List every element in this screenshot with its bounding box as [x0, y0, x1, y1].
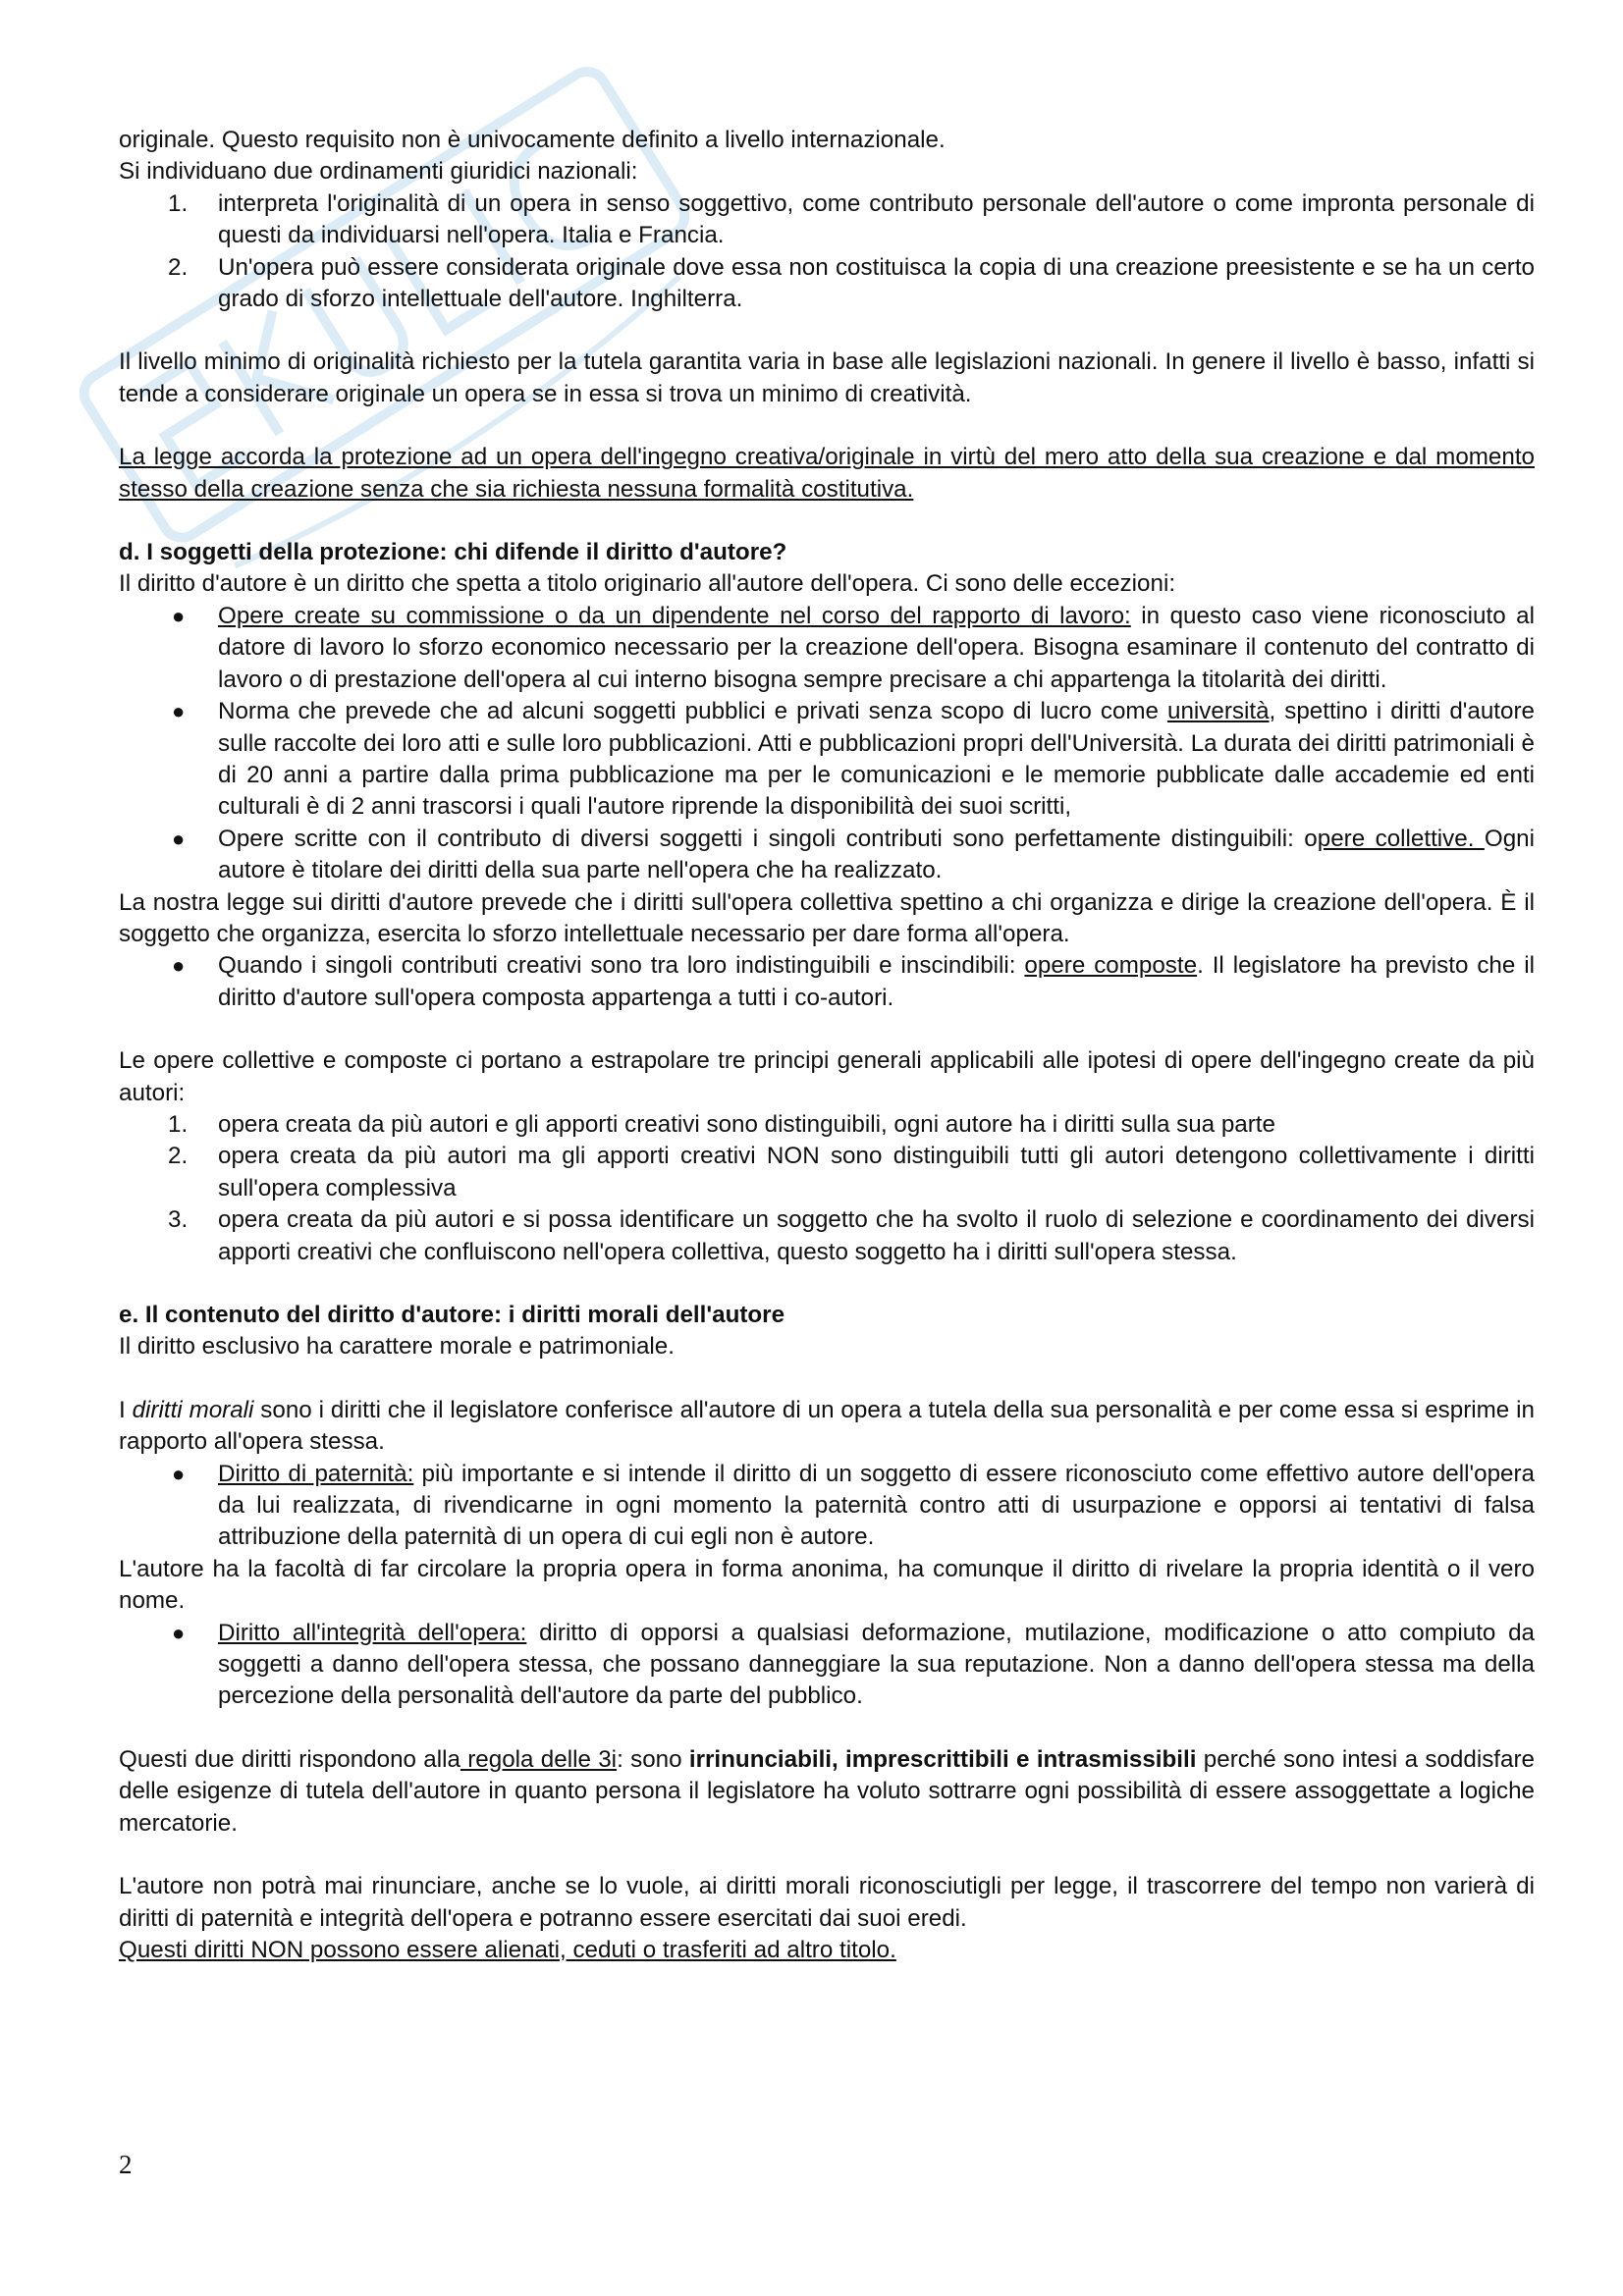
list-text: opera creata da più autori e gli apporti creativi sono distinguibili, ogni autore ha i diritti sulla sua parte — [218, 1110, 1275, 1138]
bullet-icon: ● — [172, 1620, 186, 1645]
list-number: 2. — [168, 253, 189, 281]
list-item — [119, 1204, 1535, 1268]
bullet-text: Quando i singoli contributi creativi sono tra loro indistinguibili e inscindibili: — [218, 952, 1025, 980]
bullet-underlined: opere composte — [1024, 952, 1198, 980]
document-body — [119, 125, 1535, 1966]
bullet-underlined: Diritto all'integrità dell'opera: — [218, 1619, 527, 1646]
paragraph-renounce: L'autore non potrà mai rinunciare, anche se lo vuole, ai diritti morali riconosciutigli per legge, il trascorrere del tempo non varierà di diritti di paternità e integrità dell'opera e potranno essere esercitati dai suoi eredi. — [119, 1873, 1535, 1932]
bullet-underlined: Opere create su commissione o da un dipendente nel corso del rapporto di lavoro: — [218, 602, 1131, 629]
bullet-text: Norma che prevede che ad alcuni soggetti pubblici e privati senza scopo di lucro come — [218, 698, 1167, 725]
bullet-underlined: Diritto di paternità: — [218, 1460, 414, 1487]
bullet-icon: ● — [172, 1461, 186, 1486]
list-item — [119, 188, 1535, 252]
paragraph-3i-rule: Questi due diritti rispondono alla regola delle 3i: sono irrinunciabili, imprescrittibili e intrasmissibili perché sono intesi a soddisfare delle esigenze di tutela dell'autore in quanto persona il legislatore ha voluto sottrarre ogni possibilità di essere assoggettate a logiche mercatorie. — [119, 1745, 1535, 1837]
bullet-icon: ● — [172, 699, 186, 724]
bold-term: irrinunciabili, imprescrittibili e intrasmissibili — [688, 1745, 1197, 1773]
italic-term: diritti morali — [132, 1396, 254, 1423]
list-number: 1. — [168, 1110, 189, 1138]
paragraph-anonymous: L'autore ha la facoltà di far circolare la propria opera in forma anonima, ha comunque il diritto di rivelare la propria identità o il vero nome. — [119, 1555, 1535, 1615]
page-number: 2 — [119, 2150, 133, 2179]
bullet-underlined: università — [1167, 698, 1270, 725]
bullet-item — [119, 824, 1535, 887]
bullet-text: in questo caso viene riconosciuto al datore di lavoro lo sforzo economico necessario per la creazione dell'opera. Bisogna esaminare il contenuto del contratto di lavoro o di prestazione dell'opera al cui interno bisogna sempre precisare a chi appartenga la titolarità dei diritti. — [218, 602, 1535, 693]
bullet-item — [119, 1459, 1535, 1554]
intro-line-1: originale. Questo requisito non è univocamente definito a livello internazionale. — [119, 127, 946, 153]
list-number: 3. — [168, 1206, 189, 1234]
section-e-heading: e. Il contenuto del diritto d'autore: i diritti morali dell'autore — [119, 1302, 785, 1328]
paragraph-alienation: Questi diritti NON possono essere alienati, ceduti o trasferiti ad altro titolo. — [119, 1936, 896, 1963]
section-d-heading: d. I soggetti della protezione: chi difende il diritto d'autore? — [119, 539, 787, 566]
intro-line-2: Si individuano due ordinamenti giuridici nazionali: — [119, 158, 638, 186]
list-item — [119, 252, 1535, 316]
list-text: interpreta l'originalità di un opera in senso soggettivo, come contributo personale dell'autore o come impronta personale di questi da individuarsi nell'opera. Italia e Francia. — [218, 189, 1535, 249]
paragraph-originality-level: Il livello minimo di originalità richiesto per la tutela garantita varia in base alle legislazioni nazionali. In genere il livello è basso, infatti si tende a considerare originale un opera se in essa si trova un minimo di creatività. — [119, 348, 1535, 407]
bullet-item — [119, 950, 1535, 1014]
paragraph-law-protection: La legge accorda la protezione ad un opera dell'ingegno creativa/originale in virtù del mero atto della sua creazione e dal momento stesso della creazione senza che sia richiesta nessuna formalità costitutiva. — [119, 444, 1535, 503]
list-number: 2. — [168, 1143, 189, 1170]
bullet-underlined: pere collettive. — [1317, 825, 1485, 852]
bullet-item — [119, 1618, 1535, 1713]
list-text: Un'opera può essere considerata originale dove essa non costituisca la copia di una creazione preesistente e se ha un certo grado di sforzo intellettuale dell'autore. Inghilterra. — [218, 253, 1535, 313]
bullet-text: Opere scritte con il contributo di diversi soggetti i singoli contributi sono perfettamente distinguibili: o — [218, 825, 1318, 852]
bullet-text: diritto di opporsi a qualsiasi deformazione, mutilazione, modificazione o atto compiuto da soggetti a danno dell'opera stessa, che possano danneggiare la sua reputazione. Non a danno dell'opera stessa ma della percezione della personalità dell'autore da parte del pubblico. — [218, 1619, 1535, 1710]
bullet-icon: ● — [172, 953, 186, 979]
paragraph-principles: Le opere collettive e composte ci portano a estrapolare tre principi generali applicabili alle ipotesi di opere dell'ingegno create da più autori: — [119, 1047, 1535, 1106]
bullet-icon: ● — [172, 826, 186, 851]
paragraph-collective-work: La nostra legge sui diritti d'autore prevede che i diritti sull'opera collettiva spettino a chi organizza e dirige la creazione dell'opera. È il soggetto che organizza, esercita lo sforzo intellettuale necessario per dare forma all'opera. — [119, 888, 1535, 947]
bullet-icon: ● — [172, 603, 186, 628]
section-d-intro: Il diritto d'autore è un diritto che spetta a titolo originario all'autore dell'opera. Ci sono delle eccezioni: — [119, 570, 1176, 598]
list-text: opera creata da più autori ma gli apporti creativi NON sono distinguibili tutti gli autori detengono collettivamente i diritti sull'opera complessiva — [218, 1143, 1535, 1201]
bullet-text: , spettino i diritti d'autore sulle raccolte dei loro atti e sulle loro pubblicazioni. Atti e pubblicazioni propri dell'Università. La durata dei diritti patrimoniali è di 20 anni a partire dalla prima pubblicazione ma per le comunicazioni e le memorie pubblicate dalle accademie ed enti culturali è di 2 anni trascorsi i quali l'autore riprende la disponibilità dei suoi scritti, — [218, 698, 1535, 821]
bullet-item — [119, 696, 1535, 824]
list-item — [119, 1141, 1535, 1204]
section-e-intro: Il diritto esclusivo ha carattere morale e patrimoniale. — [119, 1333, 675, 1361]
list-text: opera creata da più autori e si possa identificare un soggetto che ha svolto il ruolo di selezione e coordinamento dei diversi apporti creativi che confluiscono nell'opera collettiva, questo soggetto ha i diritti sull'opera stessa. — [218, 1206, 1535, 1265]
bullet-text: . Il legislatore ha previsto che il diritto d'autore sull'opera composta appartenga a tutti i co-autori. — [218, 952, 1535, 1011]
paragraph-moral-rights: I diritti morali sono i diritti che il legislatore conferisce all'autore di un opera a tutela della sua personalità e per come essa si esprime in rapporto all'opera stessa. — [119, 1396, 1535, 1456]
list-item — [119, 1109, 1535, 1141]
underlined-term: regola delle 3i — [460, 1745, 618, 1773]
list-number: 1. — [168, 189, 189, 217]
bullet-item — [119, 601, 1535, 696]
bullet-text: Ogni autore è titolare dei diritti della sua parte nell'opera che ha realizzato. — [218, 825, 1535, 884]
bullet-text: più importante e si intende il diritto di un soggetto di essere riconosciuto come effettivo autore dell'opera da lui realizzata, di rivendicarne in ogni momento la paternità contro atti di usurpazione e opporsi ai tentativi di falsa attribuzione della paternità di un opera di cui egli non è autore. — [218, 1460, 1535, 1551]
